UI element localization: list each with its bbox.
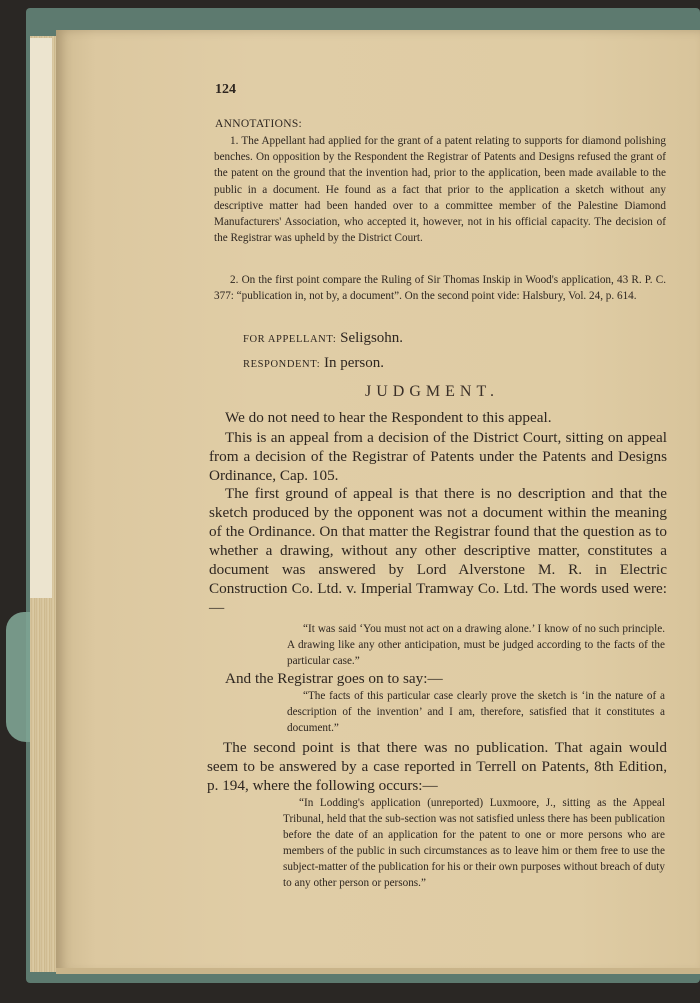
quotation-3: “In Lodding's application (unreported) Luxmoore, J., sitting as the Appeal Tribunal, held that the sub-section was not satisfied unless there has been publication before the date of an application for the patent to one or more persons who are members of the public in such circumstances as to leave him or them free to use the subject-matter of the publication for his or their own purposes without breach of duty to any other person or persons.” (283, 797, 665, 889)
judgment-paragraph-4: And the Registrar goes on to say:— (225, 670, 443, 687)
page-bottom-edge (56, 968, 700, 974)
appellant-label: FOR APPELLANT: (243, 334, 337, 345)
counsel-appellant (243, 330, 403, 347)
respondent-name: In person. (324, 355, 384, 371)
annotation-note-1: 1. The Appellant had applied for the grant of a patent relating to supports for diamond polishing benches. On opposition by the Respondent the Registrar of Patents and Designs refused the grant of the patent on the ground that the invention had, prior to the application, been made available to the public in a document. He found as a fact that prior to the application a sketch without any descriptive matter had been handed over to a committee member of the Palestine Diamond Manufacturers' Association, who accepted it, however, not in his official capacity. The decision of the Registrar was upheld by the District Court. (214, 135, 666, 245)
judgment-title: JUDGMENT. (365, 383, 500, 400)
judgment-paragraph-5: The second point is that there was no publication. That again would seem to be answered by a case reported in Terrell on Patents, 8th Edition, p. 194, where the following occurs:— (207, 739, 667, 794)
appellant-name: Seligsohn. (340, 330, 404, 346)
annotation-note-2: 2. On the first point compare the Ruling of Sir Thomas Inskip in Wood's application, 43 R. P. C. 377: “publication in, not by, a document”. On the second point vide: Halsbury, Vol. 24, p. 614. (214, 274, 666, 303)
judgment-paragraph-2: This is an appeal from a decision of the District Court, sitting on appeal from a decision of the Registrar of Patents under the Patents and Designs Ordinance, Cap. 105. (209, 429, 667, 484)
judgment-paragraph-3: The first ground of appeal is that there is no description and that the sketch produced by the opponent was not a document within the meaning of the Ordinance. On that matter the Registrar found that the question as to whether a drawing, without any other descriptive matter, constitutes a document was answered by Lord Alverstone M. R. in Electric Construction Co. Ltd. v. Imperial Tramway Co. Ltd. The words used were:— (209, 485, 667, 616)
respondent-label: RESPONDENT: (243, 359, 321, 370)
page-number: 124 (215, 82, 236, 97)
quotation-2: “The facts of this particular case clearly prove the sketch is ‘in the nature of a description of the invention’ and I am, therefore, satisfied that it constitutes a document.” (287, 690, 665, 734)
annotations-heading: ANNOTATIONS: (215, 118, 303, 130)
judgment-paragraph-1: We do not need to hear the Respondent to this appeal. (225, 409, 552, 426)
quotation-1: “It was said ‘You must not act on a drawing alone.’ I know of no such principle. A drawing like any other anticipation, must be judged according to the facts of the particular case.” (287, 623, 665, 667)
counsel-respondent (243, 355, 384, 372)
flyleaf-edge (30, 38, 52, 598)
